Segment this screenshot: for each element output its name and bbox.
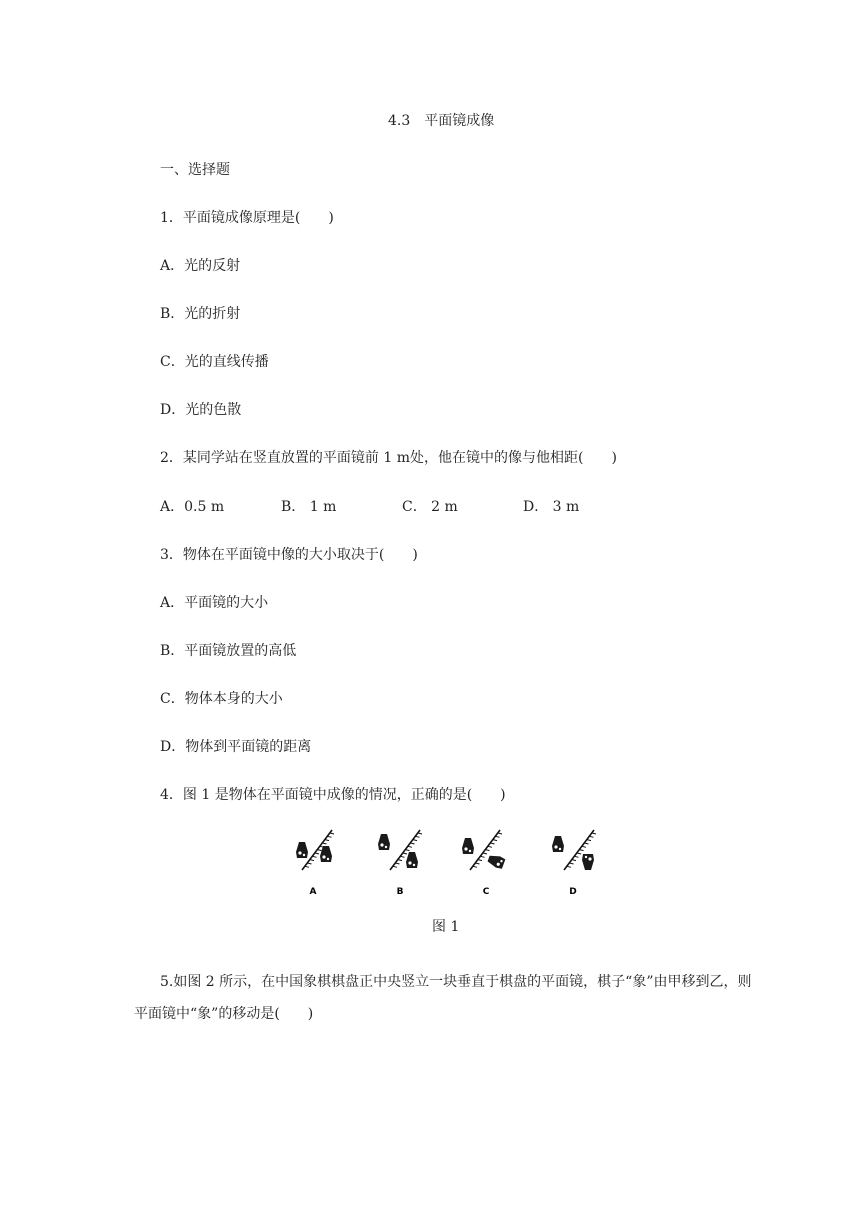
question-2-option-b[interactable]: B． 1 m [281,499,337,515]
question-1-option-d[interactable]: D．光的色散 [160,402,242,418]
question-3-option-d[interactable]: D．物体到平面镜的距离 [160,739,312,755]
figure-label-d: D [569,887,577,897]
figure-caption: 图 1 [432,919,460,935]
question-4-stem: 4．图 1 是物体在平面镜中成像的情况，正确的是( ) [160,787,506,803]
question-2-stem: 2．某同学站在竖直放置的平面镜前 1 m处，他在镜中的像与他相距( ) [160,450,617,466]
figure-option-c-diagram [462,830,506,870]
question-3-option-c[interactable]: C．物体本身的大小 [160,691,283,707]
figure-label-a: A [309,887,317,897]
question-2-option-d[interactable]: D． 3 m [523,499,580,515]
question-3-option-a[interactable]: A．平面镜的大小 [160,595,269,611]
figure-option-d-diagram [552,830,596,870]
question-1-option-c[interactable]: C．光的直线传播 [160,354,269,370]
figure-label-c: C [482,887,490,897]
figure-option-b-diagram [378,830,422,870]
section-heading: 一、选择题 [160,162,230,178]
figure-label-b: B [396,887,404,897]
question-5-stem: 5.如图 2 所示，在中国象棋棋盘正中央竖立一块垂直于棋盘的平面镜，棋子“象”由甲移到乙，则平面镜中“象”的移动是( ) [134,974,752,1022]
mirror-image-figure [286,826,616,898]
question-1-stem: 1．平面镜成像原理是( ) [160,210,334,226]
question-2-option-c[interactable]: C． 2 m [402,499,458,515]
question-1-option-a[interactable]: A．光的反射 [160,258,241,274]
page-title: 4.3 平面镜成像 [388,113,495,129]
figure-option-a-diagram [296,830,334,870]
question-3-option-b[interactable]: B．平面镜放置的高低 [160,643,297,659]
question-2-option-a[interactable]: A．0.5 m [160,499,225,515]
question-1-option-b[interactable]: B．光的折射 [160,306,241,322]
question-3-stem: 3．物体在平面镜中像的大小取决于( ) [160,547,418,563]
